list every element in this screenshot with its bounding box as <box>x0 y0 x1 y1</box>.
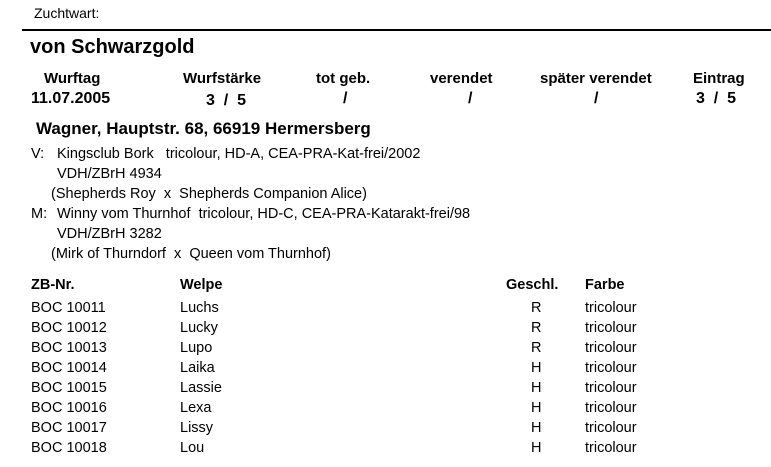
kennel-name: von Schwarzgold <box>30 36 195 58</box>
dam-parents: (Mirk of Thurndorf x Queen vom Thurnhof) <box>51 246 331 262</box>
cell-name: Lucky <box>180 320 218 336</box>
col-spaeter-verendet: später verendet <box>540 70 652 87</box>
val-verendet: / <box>468 90 473 107</box>
sire-line1: Kingsclub Bork tricolour, HD-A, CEA-PRA-Kat-frei/2002 <box>57 146 421 162</box>
table-row <box>0 440 771 460</box>
col-tot-geb: tot geb. <box>316 70 371 87</box>
cell-sex: H <box>531 420 542 436</box>
cell-color: tricolour <box>585 420 637 436</box>
col-wurfstaerke: Wurfstärke <box>183 70 262 87</box>
sire-parents: (Shepherds Roy x Shepherds Companion Alice) <box>51 186 367 202</box>
th-geschl: Geschl. <box>506 277 559 293</box>
th-welpe: Welpe <box>180 277 223 293</box>
cell-zb: BOC 10018 <box>31 440 107 456</box>
cell-sex: R <box>531 320 542 336</box>
val-tot-geb: / <box>343 90 348 107</box>
sire-prefix: V: <box>31 146 45 162</box>
cell-name: Lou <box>180 440 205 456</box>
cell-zb: BOC 10017 <box>31 420 107 436</box>
cell-zb: BOC 10016 <box>31 400 107 416</box>
cell-zb: BOC 10013 <box>31 340 107 356</box>
cell-color: tricolour <box>585 400 637 416</box>
cell-name: Lissy <box>180 420 214 436</box>
cell-sex: H <box>531 400 542 416</box>
cell-color: tricolour <box>585 320 637 336</box>
table-row <box>0 300 771 320</box>
header-divider <box>22 29 771 31</box>
cell-color: tricolour <box>585 300 637 316</box>
val-wurftag: 11.07.2005 <box>31 90 111 107</box>
sire-line2: VDH/ZBrH 4934 <box>57 166 162 182</box>
cell-name: Lupo <box>180 340 213 356</box>
dam-prefix: M: <box>31 206 48 222</box>
val-wurfstaerke: 3 / 5 <box>206 92 247 109</box>
cell-color: tricolour <box>585 380 637 396</box>
dam-line1: Winny vom Thurnhof tricolour, HD-C, CEA-PRA-Katarakt-frei/98 <box>57 206 471 222</box>
th-farbe: Farbe <box>585 277 625 293</box>
col-wurftag: Wurftag <box>44 70 101 87</box>
val-eintrag: 3 / 5 <box>696 90 737 107</box>
cell-sex: H <box>531 360 542 376</box>
col-eintrag: Eintrag <box>693 70 745 87</box>
cell-sex: R <box>531 300 542 316</box>
cell-color: tricolour <box>585 440 637 456</box>
cell-color: tricolour <box>585 340 637 356</box>
dam-line2: VDH/ZBrH 3282 <box>57 226 162 242</box>
table-row <box>0 380 771 400</box>
cell-zb: BOC 10014 <box>31 360 107 376</box>
cell-sex: R <box>531 340 542 356</box>
cell-name: Lexa <box>180 400 212 416</box>
th-zb-nr: ZB-Nr. <box>31 277 75 293</box>
col-verendet: verendet <box>430 70 493 87</box>
table-row <box>0 360 771 380</box>
table-row <box>0 420 771 440</box>
cell-name: Lassie <box>180 380 222 396</box>
cell-sex: H <box>531 380 542 396</box>
cell-name: Laika <box>180 360 215 376</box>
owner-address: Wagner, Hauptstr. 68, 66919 Hermersberg <box>36 119 371 138</box>
zuchtwart-label: Zuchtwart: <box>34 5 100 21</box>
cell-zb: BOC 10015 <box>31 380 107 396</box>
table-row <box>0 400 771 420</box>
cell-color: tricolour <box>585 360 637 376</box>
table-row <box>0 320 771 340</box>
cell-zb: BOC 10012 <box>31 320 107 336</box>
val-spaeter-verendet: / <box>594 90 599 107</box>
table-row <box>0 340 771 360</box>
cell-name: Luchs <box>180 300 219 316</box>
cell-sex: H <box>531 440 542 456</box>
cell-zb: BOC 10011 <box>31 300 106 316</box>
